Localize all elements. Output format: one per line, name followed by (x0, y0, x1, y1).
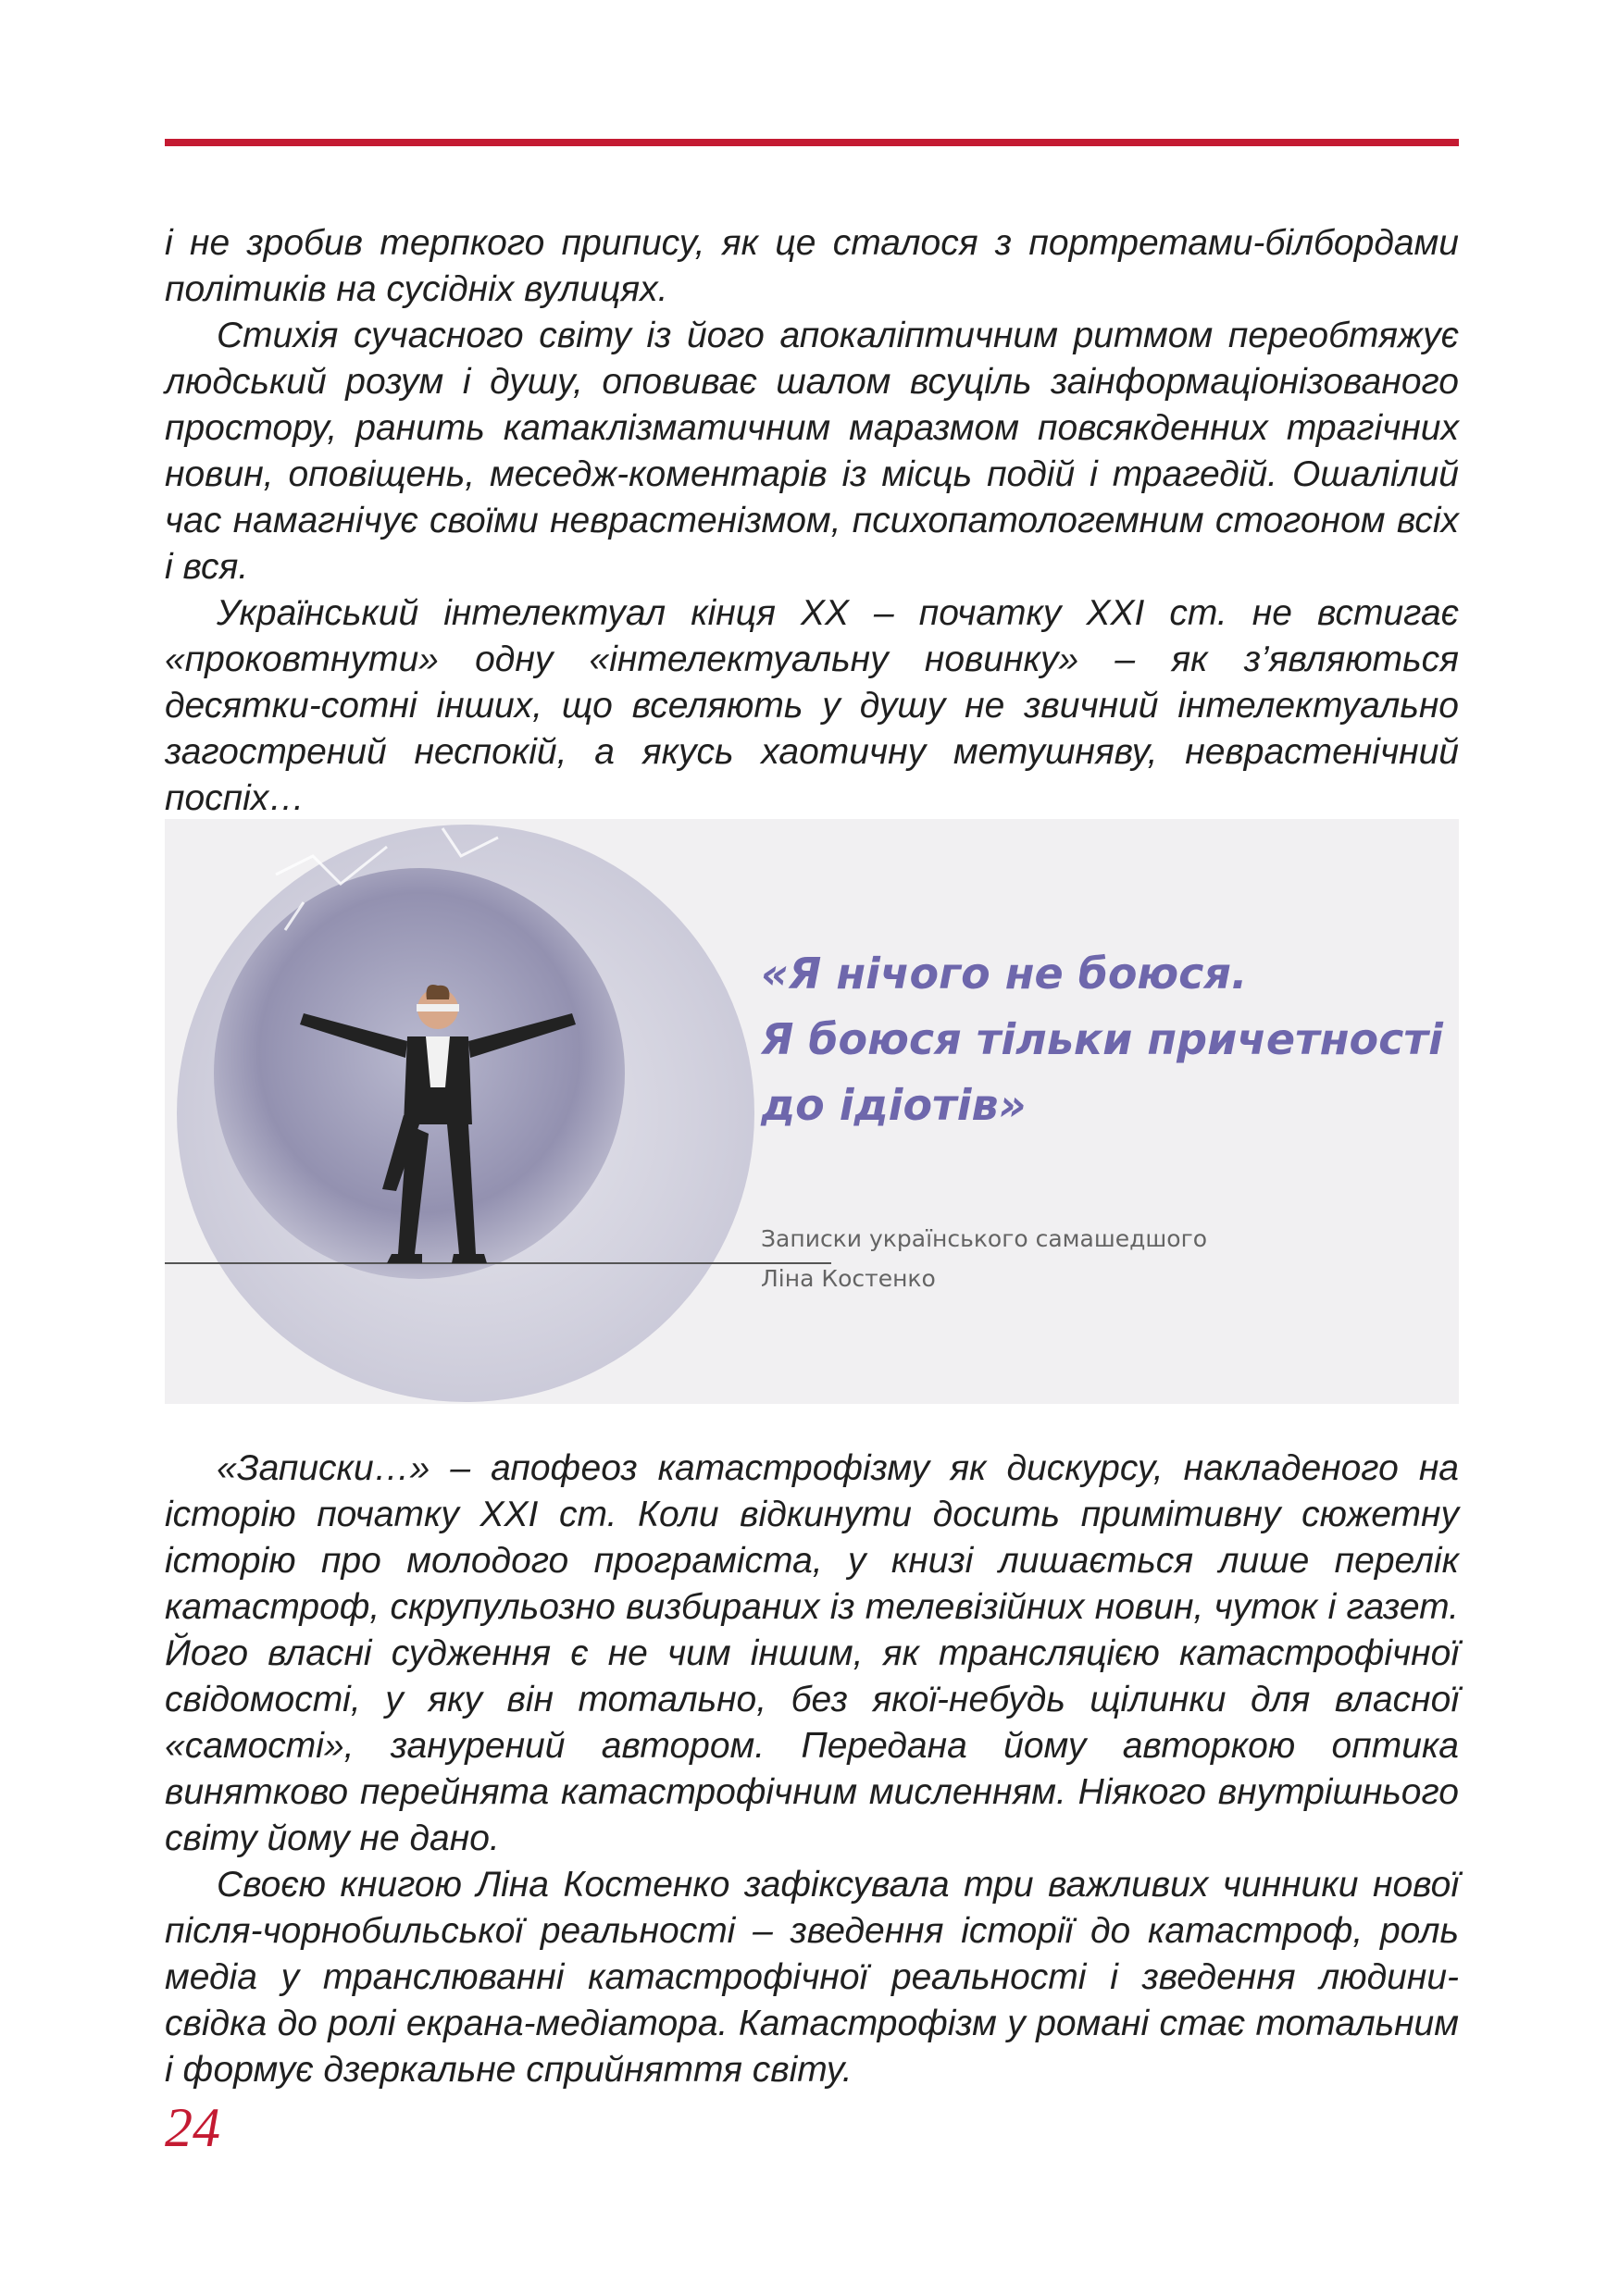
quote-line: «Я нічого не боюся. (761, 949, 1248, 999)
attribution-author: Ліна Костенко (761, 1265, 936, 1292)
quote-figure (165, 819, 1459, 1404)
paragraph: і не зробив терпкого припису, як це сталося з портретами-білбордами політиків на сусідніх вулицях. (165, 223, 1459, 309)
paragraph: Стихія сучасного світу із його апокаліптичним ритмом переобтяжує людський розум і душу, оповиває шалом всуціль заінформаціонізованого простору, ранить катаклізматичним маразмом повсякденних трагічних новин, оповіщень, меседж-коментарів із місць подій і трагедій. Ошалілий час намагнічує своїми неврастенізмом, психопатологемним стогоном всіх і вся. (165, 316, 1459, 587)
attribution-title: Записки українського самашедшого (761, 1225, 1207, 1252)
quote (761, 941, 1446, 1138)
paragraph: «Записки…» – апофеоз катастрофізму як дискурсу, накладеного на історію початку ХХІ ст. Коли відкинути досить примітивну сюжетну історію про молодого програміста, у книзі лишається лише перелік катастроф, скрупульозно визбираних із телевізійних новин, чуток і газет. Його власні судження є не чим іншим, як трансляцією катастрофічної свідомості, у яку він тотально, без якої-небудь щілинки для власної «самості», занурений автором. Передана йому авторкою оптика винятково перейнята катастрофічним мисленням. Ніякого внутрішнього світу йому не дано. (165, 1448, 1459, 1858)
top-rule (165, 139, 1459, 146)
quote-line: Я боюся тільки причетності (761, 1014, 1443, 1064)
paragraph: Український інтелектуал кінця ХХ – початку ХХІ ст. не встигає «проковтнути» одну «інтелектуальну новинку» – як з’являються десятки-сотні інших, що вселяють у душу не звичний інтелектуально загострений неспокій, а якусь хаотичну метушняву, неврастенічний поспіх… (165, 593, 1459, 818)
quote-line: до ідіотів» (761, 1080, 1027, 1130)
quote-attribution (761, 1219, 1207, 1298)
page-number: 24 (165, 2097, 220, 2158)
body-text-top (165, 220, 1459, 822)
body-text-bottom (165, 1446, 1459, 2093)
paragraph: Своєю книгою Ліна Костенко зафіксувала три важливих чинники нової після-чорнобильської реальності – зведення історії до катастроф, роль медіа у транслюванні катастрофічної реальності і зведення людини-свідка до ролі екрана-медіатора. Катастрофізм у романі стає тотальним і формує дзеркальне сприйняття світу. (165, 1865, 1459, 2090)
